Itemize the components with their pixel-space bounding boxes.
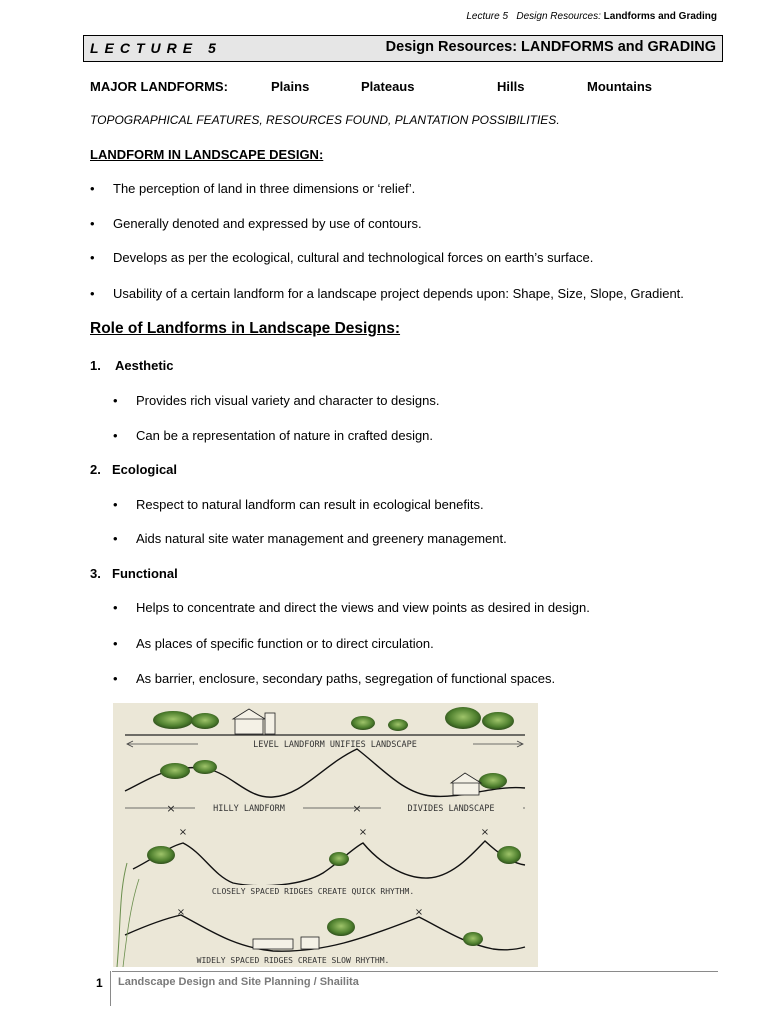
barn-icon xyxy=(233,709,275,734)
footer-text: Landscape Design and Site Planning / Shailita xyxy=(118,976,359,988)
svg-text:×: × xyxy=(358,827,368,838)
svg-text:×: × xyxy=(178,827,188,838)
bullet-glyph: • xyxy=(90,216,95,231)
page-number: 1 xyxy=(96,976,103,990)
landform-sketch-figure xyxy=(113,703,538,967)
topic-title: Design Resources: LANDFORMS and GRADING xyxy=(385,39,716,55)
bullet-text: Respect to natural landform can result in ecological benefits. xyxy=(136,497,484,512)
bullet-glyph: • xyxy=(113,636,118,651)
landform-item: Mountains xyxy=(587,79,652,94)
caption-widely: WIDELY SPACED RIDGES CREATE SLOW RHYTHM. xyxy=(196,956,390,965)
footer-divider xyxy=(110,971,111,1006)
bullet-text: Generally denoted and expressed by use of contours. xyxy=(113,216,422,231)
bullet-text: Provides rich visual variety and character to designs. xyxy=(136,393,440,408)
svg-text:×: × xyxy=(414,907,424,918)
bullet-glyph: • xyxy=(113,393,118,408)
bullet-glyph: • xyxy=(113,600,118,615)
bullet-text: Can be a representation of nature in crafted design. xyxy=(136,428,434,443)
landform-item: Plateaus xyxy=(361,79,415,94)
caption-divides: DIVIDES LANDSCAPE xyxy=(407,804,495,814)
tree-icon xyxy=(153,707,514,731)
header-resources: Design Resources: xyxy=(516,11,601,22)
bullet-glyph: • xyxy=(90,181,95,196)
bullet-text: Develops as per the ecological, cultural and technological forces on earth’s surface. xyxy=(113,250,594,265)
caption-level: LEVEL LANDFORM UNIFIES LANDSCAPE xyxy=(253,740,417,750)
bullet-text: Usability of a certain landform for a landscape project depends upon: Shape, Size, Slope, Gradient. xyxy=(113,286,684,301)
item-number: 1. xyxy=(90,358,101,373)
house-icon xyxy=(451,773,481,795)
footer-rule xyxy=(112,971,718,972)
item-title: Functional xyxy=(112,566,178,581)
landform-item: Hills xyxy=(497,79,525,94)
bullet-glyph: • xyxy=(90,250,95,265)
item-title: Aesthetic xyxy=(115,358,174,373)
bullet-glyph: • xyxy=(113,531,118,546)
bullet-glyph: • xyxy=(113,428,118,443)
lecture-title: LECTURE 5 xyxy=(90,40,222,56)
caption-closely: CLOSELY SPACED RIDGES CREATE QUICK RHYTHM. xyxy=(211,887,415,896)
caption-hilly: HILLY LANDFORM xyxy=(213,804,285,814)
item-number: 2. xyxy=(90,462,101,477)
major-landforms-label: MAJOR LANDFORMS: xyxy=(90,79,228,94)
title-bar xyxy=(83,35,723,62)
svg-text:×: × xyxy=(480,827,490,838)
major-landforms-row xyxy=(90,79,730,95)
tree-icon xyxy=(147,846,521,866)
header-lecture: Lecture 5 xyxy=(466,11,509,22)
bullet-text: As barrier, enclosure, secondary paths, segregation of functional spaces. xyxy=(136,671,556,686)
bullet-glyph: • xyxy=(113,671,118,686)
bullet-glyph: • xyxy=(90,286,95,301)
landform-item: Plains xyxy=(271,79,310,94)
running-header xyxy=(466,11,717,22)
topographical-line: TOPOGRAPHICAL FEATURES, RESOURCES FOUND, PLANTATION POSSIBILITIES. xyxy=(90,113,560,127)
bullet-glyph: • xyxy=(113,497,118,512)
bullet-text: As places of specific function or to direct circulation. xyxy=(136,636,434,651)
bullet-text: The perception of land in three dimensions or ‘relief’. xyxy=(113,181,416,196)
bullet-text: Aids natural site water management and greenery management. xyxy=(136,531,507,546)
landform-section-heading: LANDFORM IN LANDSCAPE DESIGN: xyxy=(90,147,324,162)
header-topic: Landforms and Grading xyxy=(603,11,717,22)
landform-sketch xyxy=(113,703,538,967)
item-title: Ecological xyxy=(112,462,178,477)
role-section-heading: Role of Landforms in Landscape Designs: xyxy=(90,320,401,337)
svg-text:×: × xyxy=(166,802,176,815)
house-icon xyxy=(253,937,319,949)
svg-text:×: × xyxy=(176,907,186,918)
bullet-text: Helps to concentrate and direct the views and view points as desired in design. xyxy=(136,600,590,615)
item-number: 3. xyxy=(90,566,101,581)
svg-text:×: × xyxy=(352,802,362,815)
